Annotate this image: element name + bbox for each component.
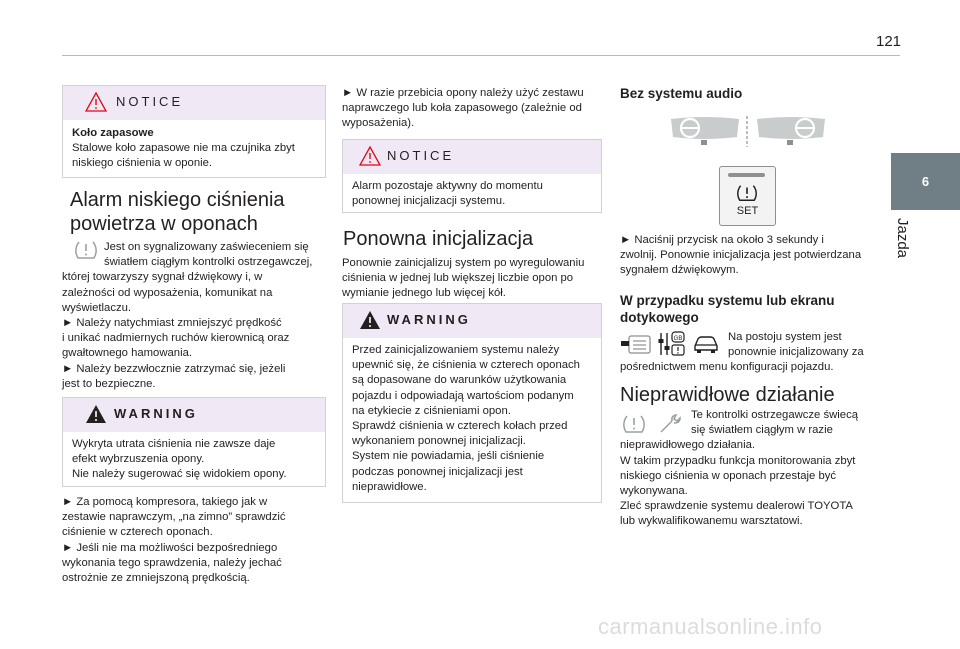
alarm-intro-line: zależności od wyposażenia, komunikat na	[62, 286, 273, 299]
page-number: 121	[876, 33, 902, 50]
warning-line: Nie należy sugerować się widokiem opony.	[72, 468, 287, 481]
fault-line: W takim przypadku funkcja monitorowania zbyt	[620, 454, 856, 467]
touch-line: pośrednictwem menu konfiguracji pojazdu.	[620, 361, 834, 374]
notice-title: NOTICE	[116, 94, 184, 109]
bullet-line: ► Za pomocą kompresora, takiego jak w	[62, 496, 268, 508]
bullet-line: ► Naciśnij przycisk na około 3 sekundy i	[620, 234, 824, 246]
notice-box-alarm-active	[342, 139, 602, 213]
dashboard-illustration	[665, 113, 830, 151]
notice-line: Alarm pozostaje aktywny do momentu	[352, 180, 543, 192]
bullet-line: ostrożnie ze zmniejszoną prędkością.	[62, 572, 250, 585]
notice-title: NOTICE	[387, 148, 455, 163]
reinit-intro-line: Ponownie zainicjalizuj system po wyregulowaniu	[342, 257, 585, 269]
warning-triangle-icon	[85, 404, 107, 424]
subheading-line1: W przypadku systemu lub ekranu	[620, 293, 835, 308]
bullet-line: gwałtownego hamowania.	[62, 347, 192, 360]
notice-line: ponownej inicjalizacji systemu.	[352, 195, 506, 208]
subheading-no-audio: Bez systemu audio	[620, 86, 743, 101]
chapter-label-text: Jazda	[894, 218, 911, 259]
warning-line: efekt wybrzuszenia opony.	[72, 453, 205, 466]
bullet-line: sygnałem dźwiękowym.	[620, 264, 739, 277]
section-title-line1: Alarm niskiego ciśnienia	[70, 189, 285, 211]
warning-line: Wykryta utrata ciśnienia nie zawsze daje	[72, 438, 276, 450]
bullet-line: zestawie naprawczym, „na zimno” sprawdzić	[62, 511, 286, 524]
warning-line: Przed zainicjalizowaniem systemu należy	[352, 344, 560, 356]
alarm-intro-line: światłem ciągłym kontrolki ostrzegawczej,	[104, 256, 313, 269]
section-title-malfunction: Nieprawidłowe działanie	[620, 384, 835, 406]
warning-title: WARNING	[114, 406, 198, 421]
bullet-line: jest to bezpieczne.	[62, 377, 156, 390]
bullet-line: ► Jeśli nie ma możliwości bezpośredniego	[62, 541, 278, 554]
warning-line: System nie powiadamia, jeśli ciśnienie	[352, 450, 545, 463]
set-label: SET	[736, 205, 759, 217]
subheading-touch-system	[620, 292, 882, 326]
warning-box-before-init	[342, 303, 602, 503]
chapter-label	[893, 218, 913, 288]
bullet-line: i unikać nadmiernych ruchów kierownicą oraz	[62, 332, 290, 345]
fault-line: nieprawidłowego działania.	[620, 439, 756, 452]
bullet-line: zwolnij. Ponownie inicjalizacja jest potwierdzana	[620, 249, 862, 262]
reinit-intro-line: ciśnienia w jednej lub większej liczbie opon po	[342, 272, 574, 285]
svg-text:GB: GB	[673, 336, 683, 342]
section-title-line2: powietrza w oponach	[70, 213, 258, 235]
section-title-reinit: Ponowna inicjalizacja	[343, 228, 534, 250]
bullet-line: wyposażenia).	[342, 117, 415, 130]
fault-line: wykonywana.	[620, 485, 688, 498]
tire-pressure-icon	[736, 183, 758, 203]
notice-header	[343, 140, 601, 174]
warning-line: na etykiecie z ciśnieniami opon.	[352, 404, 511, 417]
section-title-alarm	[70, 189, 330, 236]
fault-line: się światłem ciągłym w razie	[691, 424, 833, 437]
warning-triangle-icon	[359, 310, 381, 330]
subheading-line2: dotykowego	[620, 310, 699, 325]
warning-line: podczas ponownej inicjalizacji jest	[352, 465, 523, 478]
chapter-number: 6	[921, 174, 930, 189]
bullet-line: ► Należy bezzwłocznie zatrzymać się, jeżeli	[62, 362, 286, 375]
set-button[interactable]	[719, 166, 776, 226]
notice-heading: Koło zapasowe	[72, 127, 154, 139]
warning-line: nieprawidłowe.	[352, 480, 427, 493]
fault-line: Zleć sprawdzenie systemu dealerowi TOYOTA	[620, 500, 853, 513]
notice-box-spare-wheel	[62, 85, 326, 178]
warning-box-pressure-loss	[62, 397, 326, 487]
fault-line: lub wykwalifikowanemu warsztatowi.	[620, 515, 803, 528]
notice-text: Stalowe koło zapasowe nie ma czujnika zbyt niskiego ciśnienia w oponie.	[72, 142, 295, 170]
footer-watermark: carmanualsonline.info	[598, 614, 823, 639]
warning-line: Sprawdź ciśnienia w czterech kołach przed	[352, 420, 568, 433]
top-divider	[62, 55, 900, 56]
reinit-intro-line: wymianie jednego lub więcej kół.	[342, 287, 506, 300]
warning-line: upewnić się, że ciśnienia w czterech oponach	[352, 359, 580, 372]
bullet-line: ciśnienie w czterech oponach.	[62, 526, 213, 539]
bullet-line: ► Należy natychmiast zmniejszyć prędkość	[62, 317, 282, 330]
bullet-line: ► W razie przebicia opony należy użyć zestawu	[342, 87, 584, 99]
touch-line: Na postoju system jest	[728, 331, 842, 343]
fault-line: niskiego ciśnienia w oponach przestaje być	[620, 469, 837, 482]
warning-triangle-icon	[85, 92, 107, 112]
alarm-intro-line: wyświetlaczu.	[62, 301, 132, 314]
warning-line: wykonaniem ponownej inicjalizacji.	[352, 435, 526, 448]
alarm-intro-line: Jest on sygnalizowany zaświeceniem się	[104, 241, 309, 253]
warning-line: są dopasowane do warunków użytkowania	[352, 374, 567, 387]
touch-line: ponownie inicjalizowany za	[728, 346, 864, 359]
warning-triangle-icon	[359, 146, 381, 166]
alarm-intro-line: której towarzyszy sygnał dźwiękowy i, w	[62, 271, 263, 284]
warning-line: pojazdu i odpowiadają wartościom podanym	[352, 389, 574, 402]
bullet-line: naprawczego lub koła zapasowego (zależnie od	[342, 102, 582, 115]
bullet-line: wykonania tego sprawdzenia, należy jechać	[62, 556, 282, 569]
set-button-indicator	[728, 173, 765, 177]
fault-line: Te kontrolki ostrzegawcze świecą	[691, 409, 859, 421]
warning-title: WARNING	[387, 312, 471, 327]
warning-header	[343, 304, 601, 338]
